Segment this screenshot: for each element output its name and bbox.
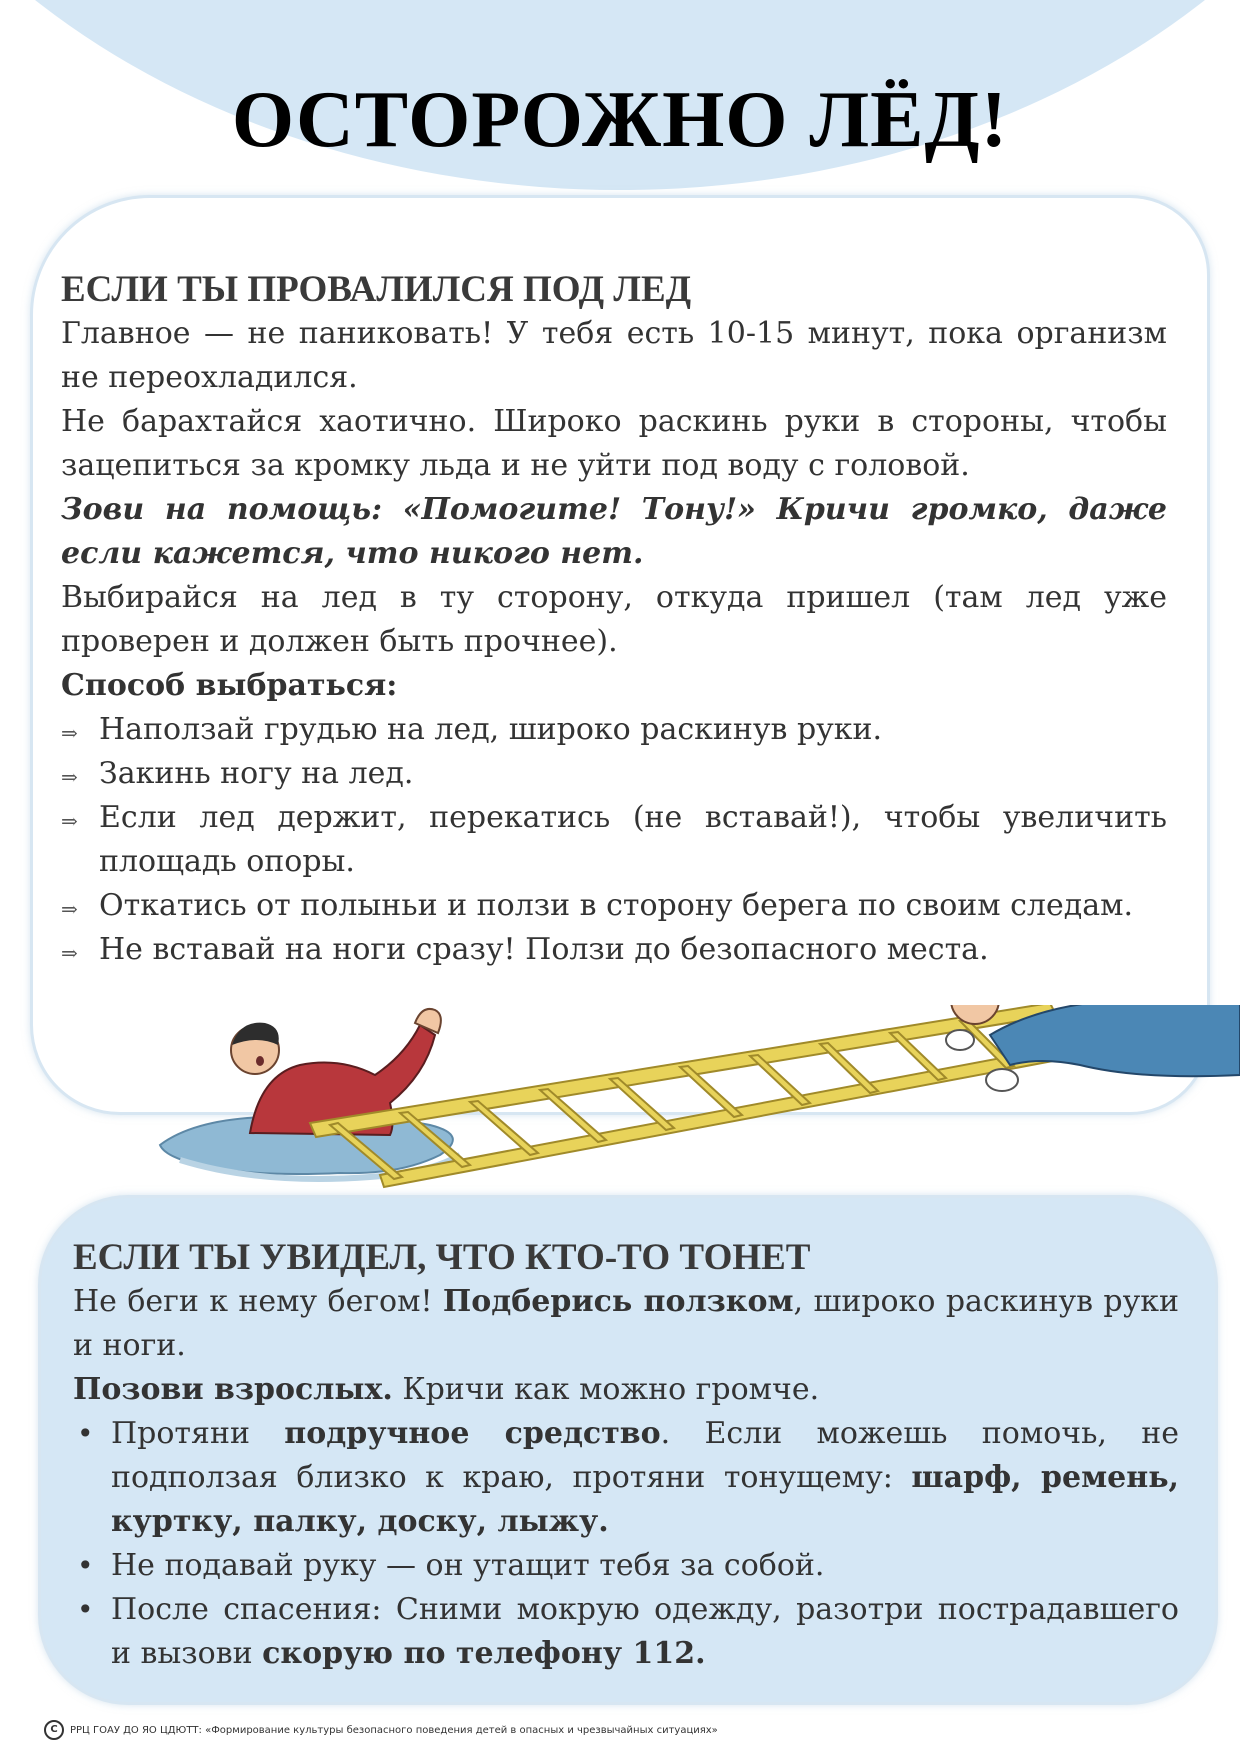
section1-heading: ЕСЛИ ТЫ ПРОВАЛИЛСЯ ПОД ЛЕД — [61, 269, 692, 310]
list-item — [73, 1588, 1179, 1676]
step-text: Не вставай на ноги сразу! Ползи до безопасного места. — [99, 932, 989, 967]
arrow-icon: ⇒ — [61, 765, 78, 789]
escape-steps-list — [61, 708, 1167, 972]
emphasis-text: подручное средство — [284, 1416, 661, 1451]
text-span: Кричи как можно громче. — [392, 1372, 820, 1407]
step-text: Откатись от полыньи и ползи в сторону берега по своим следам. — [99, 888, 1133, 923]
arrow-icon: ⇒ — [61, 941, 78, 965]
bullet-icon: • — [77, 1417, 94, 1450]
section-someone-drowning — [38, 1195, 1218, 1705]
list-item — [61, 928, 1167, 972]
arrow-icon: ⇒ — [61, 721, 78, 745]
method-heading: Способ выбраться: — [61, 668, 398, 703]
arrow-icon: ⇒ — [61, 897, 78, 921]
text-span: После спасения: Сними мокрую одежду, разотри пострадавшего и вызови — [111, 1592, 1179, 1671]
list-item — [61, 796, 1167, 884]
emphasis-text: Позови взрослых. — [73, 1372, 393, 1407]
step-text: Закинь ногу на лед. — [99, 756, 414, 791]
section1-paragraph-4: Выбирайся на лед в ту сторону, откуда пришел (там лед уже проверен и должен быть прочнее). — [61, 580, 1167, 659]
section1-paragraph-call-help: Зови на помощь: «Помогите! Тону!» Кричи громко, даже если кажется, что никого нет. — [61, 492, 1167, 571]
ice-rescue-illustration — [140, 1005, 1240, 1235]
page-title: ОСТОРОЖНО ЛЁД! — [231, 76, 1009, 164]
text-span: Протяни — [111, 1416, 285, 1451]
section1-paragraph-1: Главное — не паниковать! У тебя есть 10-15 минут, пока организм не переохладился. — [61, 316, 1167, 395]
text-span: , широко раскинув руки и ноги. — [73, 1284, 1180, 1363]
bullet-icon: • — [77, 1593, 94, 1626]
emphasis-text: скорую по телефону 112. — [262, 1636, 706, 1671]
list-item — [73, 1412, 1179, 1544]
list-item — [61, 884, 1167, 928]
rescuer-glove-left — [946, 1030, 974, 1050]
step-text: Наползай грудью на лед, широко раскинув руки. — [99, 712, 883, 747]
drowning-person-mouth — [256, 1056, 264, 1066]
section1-paragraph-2: Не барахтайся хаотично. Широко раскинь руки в стороны, чтобы зацепиться за кромку льда и не уйти под воду с головой. — [61, 404, 1167, 483]
section2-paragraph-1 — [73, 1280, 1179, 1368]
arrow-icon: ⇒ — [61, 809, 78, 833]
emphasis-text: шарф, ремень, куртку, палку, доску, лыжу. — [111, 1460, 1180, 1539]
list-item — [61, 752, 1167, 796]
text-span: . Если можешь помочь, не подползая близко к краю, протяни тонущему: — [111, 1416, 1180, 1495]
step-text: Если лед держит, перекатись (не вставай!), чтобы увеличить площадь опоры. — [99, 800, 1167, 879]
section-fell-through-ice — [30, 195, 1210, 1115]
text-span: Не подавай руку — он утащит тебя за собой. — [111, 1548, 825, 1583]
bullet-icon: • — [77, 1549, 94, 1582]
list-item — [61, 708, 1167, 752]
rescuer-glove-right — [986, 1069, 1018, 1091]
section2-paragraph-2 — [73, 1368, 1179, 1412]
text-span: Не беги к нему бегом! — [73, 1284, 443, 1319]
footer-text: РРЦ ГОАУ ДО ЯО ЦДЮТТ: «Формирование культуры безопасного поведения детей в опасных и чрезвычайных ситуациях» — [70, 1724, 718, 1736]
section2-heading: ЕСЛИ ТЫ УВИДЕЛ, ЧТО КТО-ТО ТОНЕТ — [73, 1237, 811, 1278]
emphasis-text: Подберись ползком — [442, 1284, 794, 1319]
rescue-tips-list — [73, 1412, 1179, 1676]
copyright-icon: C — [44, 1720, 64, 1740]
list-item — [73, 1544, 1179, 1588]
footer — [44, 1720, 1194, 1740]
